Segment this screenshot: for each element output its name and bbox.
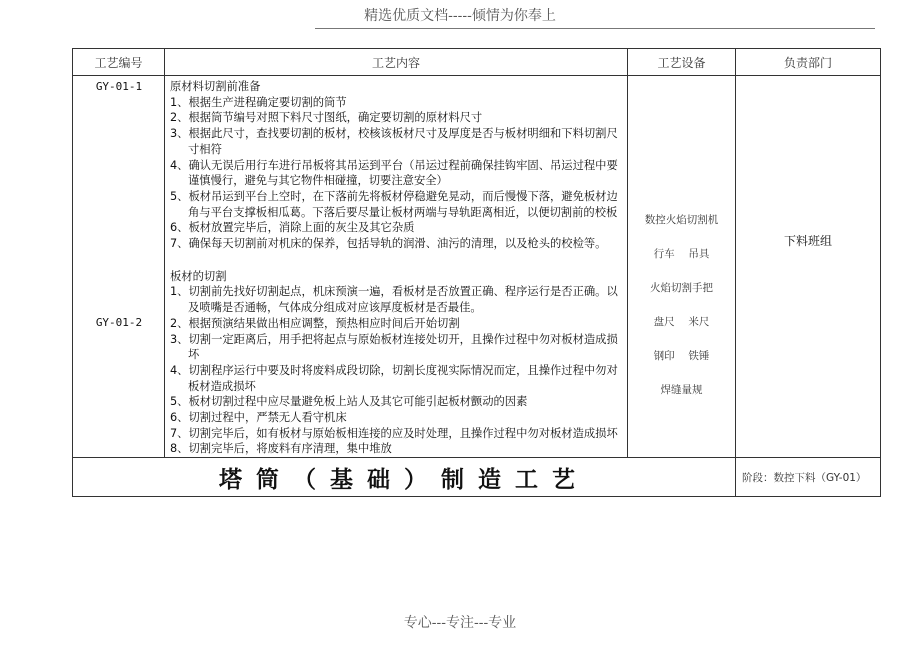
list-item: 5、板材吊运到平台上空时，在下落前先将板材停稳避免晃动，而后慢慢下落，避免板材边角与平台支撑板相瓜葛。下落后要尽量让板材两端与导轨距离相近，以便切割前的校板 <box>170 189 618 219</box>
list-item: 8、切割完毕后，将废料有序清理，集中堆放 <box>170 442 392 456</box>
department-cell: 下料班组 <box>736 76 881 458</box>
equipment-item: 火焰切割手把 <box>650 282 713 294</box>
header-content: 工艺内容 <box>165 49 628 76</box>
process-table <box>72 48 881 497</box>
list-item: 1、切割前先找好切割起点，机床预演一遍，看板材是否放置正确、程序运行是否正确。以及喷嘴是否通畅，气体成分组成对应该厚度板材是否最佳。 <box>170 285 618 315</box>
equipment-item: 行车 吊具 <box>653 248 710 260</box>
equipment-item: 钢印 铁锤 <box>653 350 710 362</box>
list-item: 6、切割过程中，严禁无人看守机床 <box>170 411 347 425</box>
list-item: 3、切割一定距离后，用手把将起点与原始板材连接处切开，且操作过程中勿对板材造成损坏 <box>170 332 618 362</box>
table-footer-row <box>73 458 881 497</box>
code-cell <box>73 76 165 458</box>
list-item: 4、切割程序运行中要及时将废料成段切除，切割长度视实际情况而定，且操作过程中勿对板材造成损坏 <box>170 363 618 393</box>
list-item: 3、根据此尺寸，查找要切割的板材，校核该板材尺寸及厚度是否与板材明细和下料切割尺寸相符 <box>170 127 618 156</box>
table-body-row <box>73 76 881 458</box>
table-header-row <box>73 49 881 76</box>
section-code-2: GY-01-2 <box>95 316 143 329</box>
list-item: 1、根据生产进程确定要切割的筒节 <box>170 95 347 109</box>
page-header: 精选优质文档-----倾情为你奉上 <box>364 8 556 24</box>
list-item: 2、根据筒节编号对照下料尺寸图纸，确定要切割的原材料尺寸 <box>170 111 483 125</box>
list-item: 7、确保每天切割前对机床的保养，包括导轨的润滑、油污的清理，以及枪头的校检等。 <box>170 237 607 251</box>
list-item: 6、板材放置完毕后，消除上面的灰尘及其它杂质 <box>170 221 415 235</box>
equipment-item: 焊缝量规 <box>660 384 703 396</box>
document-title: 塔筒（基础）制造工艺 <box>73 458 736 497</box>
list-item: 7、切割完毕后，如有板材与原始板相连接的应及时处理，且操作过程中勿对板材造成损坏 <box>170 426 618 440</box>
section-title-2: 板材的切割 <box>170 269 227 283</box>
header-rule <box>315 28 875 29</box>
list-item: 5、板材切割过程中应尽量避免板上站人及其它可能引起板材颤动的因素 <box>170 395 528 409</box>
equipment-item: 盘尺 米尺 <box>653 316 710 328</box>
page-footer: 专心---专注---专业 <box>403 615 517 631</box>
list-item: 2、根据预演结果做出相应调整，预热相应时间后开始切割 <box>170 316 460 330</box>
header-code: 工艺编号 <box>73 49 165 76</box>
stage-label: 阶段：数控下料（GY-01） <box>736 458 881 497</box>
list-item: 4、确认无误后用行车进行吊板将其吊运到平台（吊运过程前确保挂钩牢固、吊运过程中要谨慎慢行，避免与其它物件相碰撞，切要注意安全） <box>170 158 618 188</box>
section-code-1: GY-01-1 <box>95 80 143 93</box>
content-cell <box>165 76 628 458</box>
header-equipment: 工艺设备 <box>628 49 736 76</box>
equipment-item: 数控火焰切割机 <box>644 214 719 226</box>
header-department: 负责部门 <box>736 49 881 76</box>
section-title-1: 原材料切割前准备 <box>170 80 261 93</box>
equipment-cell <box>628 76 736 458</box>
